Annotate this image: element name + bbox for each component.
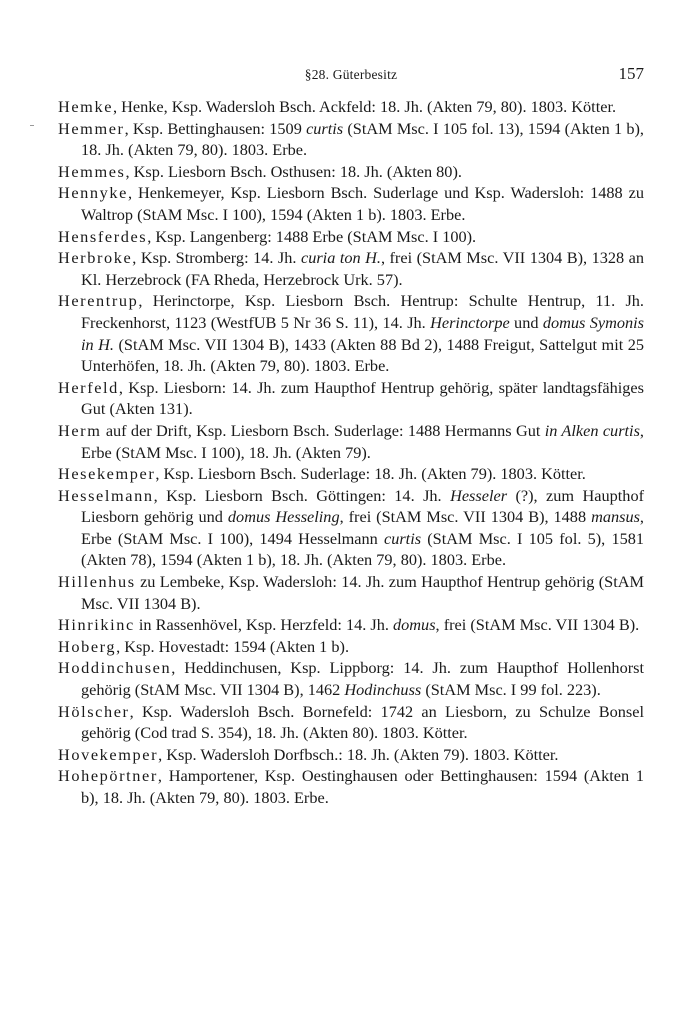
entry-text: Henke, Ksp. Wadersloh Bsch. Ackfeld: 18. Jh. (Akten 79, 80). 1803. Kötter. (121, 97, 617, 116)
entry-text: Heddinchusen, Ksp. Lippborg: 14. Jh. zum Haupthof Hollenhorst gehörig (StAM Msc. VII 1304 B), 1462 Hodinchuss (StAM Msc. I 99 fol. 223). (81, 658, 644, 700)
margin-mark (30, 125, 34, 126)
list-item: Hölscher, Ksp. Wadersloh Bsch. Bornefeld: 1742 an Liesborn, zu Schulze Bonsel gehörig (Cod trad S. 354), 18. Jh. (Akten 80). 1803. Kötter. (58, 701, 644, 743)
list-item: Hennyke, Henkemeyer, Ksp. Liesborn Bsch. Suderlage und Ksp. Wadersloh: 1488 zu Waltrop (StAM Msc. I 100), 1594 (Akten 1 b). 1803. Erbe. (58, 183, 645, 224)
entry-headword: Hemmes (58, 161, 126, 181)
entry-headword: Hoddinchusen (58, 658, 172, 678)
entry-text: Ksp. Wadersloh Dorfbsch.: 18. Jh. (Akten 79). 1803. Kötter. (166, 744, 559, 764)
entry-text: Herinctorpe, Ksp. Liesborn Bsch. Hentrup: Schulte Hentrup, 11. Jh. Freckenhorst, 1123 (WestfUB 5 Nr 36 S. 11), 14. Jh. Herinctorpe und domus Symonis in H. (StAM Msc. VII 1304 B), 1433 (Akten 88 Bd 2), 1488 Freigut, Sattelgut mit 25 Unterhöfen, 18. Jh. (Akten 79, 80). 1803. Erbe. (81, 291, 644, 376)
list-item: Herentrup, Herinctorpe, Ksp. Liesborn Bsch. Hentrup: Schulte Hentrup, 11. Jh. Freckenhorst, 1123 (WestfUB 5 Nr 36 S. 11), 14. Jh. Herinctorpe und domus Symonis in H. (StAM Msc. VII 1304 B), 1433 (Akten 88 Bd 2), 1488 Freigut, Sattelgut mit 25 Unterhöfen, 18. Jh. (Akten 79, 80). 1803. Erbe. (58, 291, 644, 376)
list-item: Hemmes, Ksp. Liesborn Bsch. Osthusen: 18. Jh. (Akten 80). (58, 161, 462, 181)
list-item: Herbroke, Ksp. Stromberg: 14. Jh. curia ton H., frei (StAM Msc. VII 1304 B), 1328 an Kl. Herzebrock (FA Rheda, Herzebrock Urk. 57). (58, 248, 645, 289)
list-item: Hohepörtner, Hamportener, Ksp. Oestinghausen oder Bettinghausen: 1594 (Akten 1 b), 18. Jh. (Akten 79, 80). 1803. Erbe. (58, 766, 644, 807)
entry-list (58, 96, 644, 809)
entry-text: zu Lembeke, Ksp. Wadersloh: 14. Jh. zum Haupthof Hentrup gehörig (StAM Msc. VII 1304 B). (81, 572, 644, 613)
entry-headword: Hölscher (58, 701, 130, 721)
entry-text: Ksp. Bettinghausen: 1509 curtis (StAM Msc. I 105 fol. 13), 1594 (Akten 1 b), 18. Jh. (Akten 79, 80). 1803. Erbe. (81, 118, 645, 160)
entry-text: Ksp. Hovestadt: 1594 (Akten 1 b). (124, 636, 350, 656)
entry-headword: Herfeld (58, 377, 119, 397)
entry-headword: Herm (58, 420, 102, 440)
entry-text: Hamportener, Ksp. Oestinghausen oder Bettinghausen: 1594 (Akten 1 b), 18. Jh. (Akten 79, 80). 1803. Erbe. (81, 766, 644, 807)
entry-headword: Hennyke (58, 183, 128, 203)
entry-text: Ksp. Liesborn: 14. Jh. zum Haupthof Hentrup gehörig, später landtagsfähiges Gut (Akten 131). (81, 377, 644, 419)
list-item: Herfeld, Ksp. Liesborn: 14. Jh. zum Haupthof Hentrup gehörig, später landtagsfähiges Gut (Akten 131). (58, 377, 644, 419)
entry-text: Ksp. Liesborn Bsch. Suderlage: 18. Jh. (Akten 79). 1803. Kötter. (163, 464, 586, 484)
list-item: Hensferdes, Ksp. Langenberg: 1488 Erbe (StAM Msc. I 100). (58, 226, 477, 246)
entry-text: Ksp. Langenberg: 1488 Erbe (StAM Msc. I 100). (155, 226, 477, 246)
entry-headword: Herbroke (58, 248, 133, 268)
entry-text: Henkemeyer, Ksp. Liesborn Bsch. Suderlage und Ksp. Wadersloh: 1488 zu Waltrop (StAM Msc. I 100), 1594 (Akten 1 b). 1803. Erbe. (81, 183, 645, 224)
entry-headword: Hesekemper (58, 464, 156, 484)
entry-headword: Hesselmann (58, 485, 154, 505)
list-item (58, 571, 644, 614)
list-item: Hovekemper, Ksp. Wadersloh Dorfbsch.: 18. Jh. (Akten 79). 1803. Kötter. (58, 744, 559, 764)
entry-headword: Hensferdes (58, 226, 148, 246)
list-item: Hemmer, Ksp. Bettinghausen: 1509 curtis (StAM Msc. I 105 fol. 13), 1594 (Akten 1 b), 18. Jh. (Akten 79, 80). 1803. Erbe. (58, 118, 645, 160)
entry-text: Ksp. Liesborn Bsch. Osthusen: 18. Jh. (Akten 80). (133, 161, 462, 181)
entry-headword: Hemmer (58, 118, 125, 138)
list-item: Hemke, Henke, Ksp. Wadersloh Bsch. Ackfeld: 18. Jh. (Akten 79, 80). 1803. Kötter. (58, 97, 617, 116)
section-title: §28. Güterbesitz (304, 67, 398, 82)
entry-text: Ksp. Stromberg: 14. Jh. curia ton H., frei (StAM Msc. VII 1304 B), 1328 an Kl. Herzebrock (FA Rheda, Herzebrock Urk. 57). (81, 248, 645, 289)
list-item: Hesekemper, Ksp. Liesborn Bsch. Suderlage: 18. Jh. (Akten 79). 1803. Kötter. (58, 464, 586, 484)
list-item (58, 614, 644, 636)
page-number: 157 (618, 64, 644, 83)
list-item (58, 420, 644, 463)
entry-headword: Hillenhus (58, 572, 136, 592)
list-item: Hoberg, Ksp. Hovestadt: 1594 (Akten 1 b). (58, 636, 350, 656)
entry-text: Ksp. Liesborn Bsch. Göttingen: 14. Jh. Hesseler (?), zum Haupthof Liesborn gehörig und domus Hesseling, frei (StAM Msc. VII 1304 B), 1488 mansus, Erbe (StAM Msc. I 100), 1494 Hesselmann curtis (StAM Msc. I 105 fol. 5), 1581 (Akten 78), 1594 (Akten 1 b), 18. Jh. (Akten 79, 80). 1803. Erbe. (81, 485, 645, 570)
entry-headword: Hinrikinc (58, 615, 135, 635)
list-item: Hoddinchusen, Heddinchusen, Ksp. Lippborg: 14. Jh. zum Haupthof Hollenhorst gehörig (StAM Msc. VII 1304 B), 1462 Hodinchuss (StAM Msc. I 99 fol. 223). (58, 658, 644, 700)
entry-headword: Hovekemper (58, 744, 159, 764)
entry-text: Ksp. Wadersloh Bsch. Bornefeld: 1742 an Liesborn, zu Schulze Bonsel gehörig (Cod trad S. 354), 18. Jh. (Akten 80). 1803. Kötter. (81, 701, 644, 743)
entry-headword: Hoberg (58, 636, 117, 656)
entry-headword: Hemke (58, 97, 114, 116)
entry-text: auf der Drift, Ksp. Liesborn Bsch. Suderlage: 1488 Hermanns Gut in Alken curtis, Erbe (StAM Msc. I 100), 18. Jh. (Akten 79). (81, 420, 644, 462)
entry-text: in Rassenhövel, Ksp. Herzfeld: 14. Jh. domus, frei (StAM Msc. VII 1304 B). (138, 615, 640, 635)
entry-headword: Hohepörtner (58, 766, 158, 786)
entry-headword: Herentrup (58, 291, 139, 311)
list-item: Hesselmann, Ksp. Liesborn Bsch. Göttingen: 14. Jh. Hesseler (?), zum Haupthof Liesborn gehörig und domus Hesseling, frei (StAM Msc. VII 1304 B), 1488 mansus, Erbe (StAM Msc. I 100), 1494 Hesselmann curtis (StAM Msc. I 105 fol. 5), 1581 (Akten 78), 1594 (Akten 1 b), 18. Jh. (Akten 79, 80). 1803. Erbe. (58, 485, 645, 570)
running-header (58, 64, 644, 86)
